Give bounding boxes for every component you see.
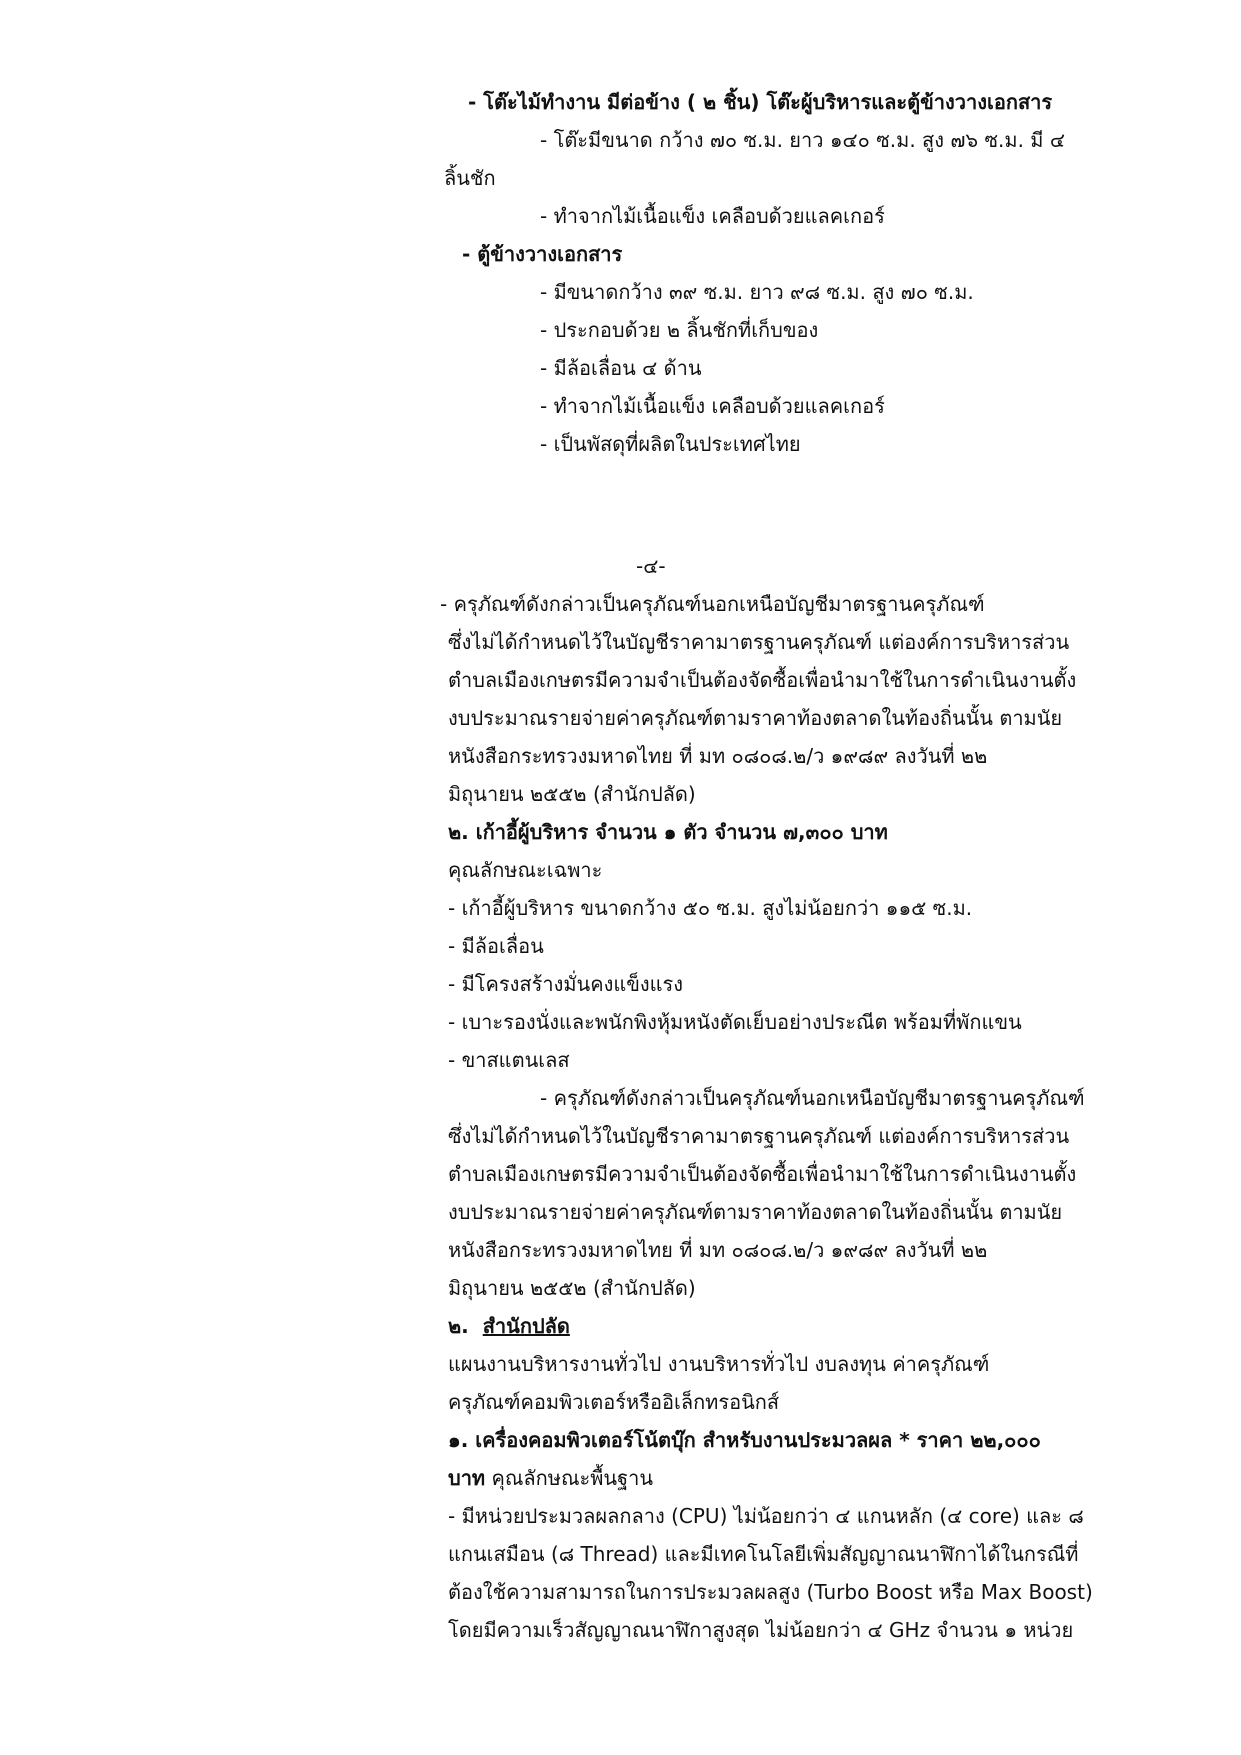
note-1-line-1: - ครุภัณฑ์ดังกล่าวเป็นครุภัณฑ์นอกเหนือบัญชีมาตรฐานครุภัณฑ์ (440, 592, 985, 616)
note-2-line-2: ซึ่งไม่ได้กำหนดไว้ในบัญชีราคามาตรฐานครุภัณฑ์ แต่องค์การบริหารส่วน (448, 1124, 1070, 1148)
desk-heading: - โต๊ะไม้ทำงาน มีต่อข้าง ( ๒ ชิ้น) โต๊ะผู้บริหารและตู้ข้างวางเอกสาร (468, 90, 1053, 114)
note-2-line-1: - ครุภัณฑ์ดังกล่าวเป็นครุภัณฑ์นอกเหนือบัญชีมาตรฐานครุภัณฑ์ (540, 1086, 1085, 1110)
plan-line-1: แผนงานบริหารงานทั่วไป งานบริหารทั่วไป งบลงทุน ค่าครุภัณฑ์ (448, 1352, 990, 1376)
note-1-line-4: งบประมาณรายจ่ายค่าครุภัณฑ์ตามราคาท้องตลาดในท้องถิ่นนั้น ตามนัย (448, 706, 1063, 730)
cabinet-spec-size: - มีขนาดกว้าง ๓๙ ซ.ม. ยาว ๙๘ ซ.ม. สูง ๗๐ ซ.ม. (540, 280, 974, 304)
note-2-line-6: มิถุนายน ๒๕๕๒ (สำนักปลัด) (448, 1276, 696, 1300)
section-heading (448, 1312, 570, 1340)
note-2-line-5: หนังสือกระทรวงมหาดไทย ที่ มท ๐๘๐๘.๒/ว ๑๙๘๙ ลงวันที่ ๒๒ (448, 1238, 988, 1262)
note-1-line-3: ตำบลเมืองเกษตรมีความจำเป็นต้องจัดซื้อเพื่อนำมาใช้ในการดำเนินงานตั้ง (448, 668, 1077, 692)
notebook-cpu-line-3: ต้องใช้ความสามารถในการประมวลผลสูง (Turbo Boost หรือ Max Boost) (448, 1580, 1093, 1604)
cabinet-spec-material: - ทำจากไม้เนื้อแข็ง เคลือบด้วยแลคเกอร์ (540, 394, 885, 418)
notebook-heading: ๑. เครื่องคอมพิวเตอร์โน้ตบุ๊ก สำหรับงานประมวลผล * ราคา ๒๒,๐๐๐ (448, 1428, 1041, 1452)
desk-spec-drawers: ลิ้นชัก (444, 166, 496, 190)
desk-spec-size: - โต๊ะมีขนาด กว้าง ๗๐ ซ.ม. ยาว ๑๔๐ ซ.ม. สูง ๗๖ ซ.ม. มี ๔ (540, 128, 1065, 152)
section-number: ๒. (448, 1314, 469, 1338)
chair-spec-label: คุณลักษณะเฉพาะ (448, 858, 603, 882)
chair-spec-legs: - ขาสแตนเลส (448, 1048, 570, 1072)
page-number: -๔- (636, 554, 666, 578)
chair-spec-seat: - เบาะรองนั่งและพนักพิงหุ้มหนังตัดเย็บอย่างประณีต พร้อมที่พักแขน (448, 1010, 1022, 1034)
plan-line-2: ครุภัณฑ์คอมพิวเตอร์หรืออิเล็กทรอนิกส์ (448, 1390, 780, 1414)
cabinet-spec-drawers: - ประกอบด้วย ๒ ลิ้นชักที่เก็บของ (540, 318, 819, 342)
notebook-heading-cont (448, 1464, 653, 1492)
note-2-line-3: ตำบลเมืองเกษตรมีความจำเป็นต้องจัดซื้อเพื่อนำมาใช้ในการดำเนินงานตั้ง (448, 1162, 1077, 1186)
note-1-line-6: มิถุนายน ๒๕๕๒ (สำนักปลัด) (448, 782, 696, 806)
cabinet-heading: - ตู้ข้างวางเอกสาร (462, 242, 623, 266)
cabinet-spec-origin: - เป็นพัสดุที่ผลิตในประเทศไทย (540, 432, 801, 456)
chair-heading: ๒. เก้าอี้ผู้บริหาร จำนวน ๑ ตัว จำนวน ๗,๓๐๐ บาท (448, 820, 888, 844)
chair-spec-size: - เก้าอี้ผู้บริหาร ขนาดกว้าง ๕๐ ซ.ม. สูงไม่น้อยกว่า ๑๑๕ ซ.ม. (448, 896, 973, 920)
chair-spec-structure: - มีโครงสร้างมั่นคงแข็งแรง (448, 972, 684, 996)
note-2-line-4: งบประมาณรายจ่ายค่าครุภัณฑ์ตามราคาท้องตลาดในท้องถิ่นนั้น ตามนัย (448, 1200, 1063, 1224)
notebook-spec-label: คุณลักษณะพื้นฐาน (485, 1466, 654, 1490)
desk-spec-material: - ทำจากไม้เนื้อแข็ง เคลือบด้วยแลคเกอร์ (540, 204, 885, 228)
notebook-cpu-line-4: โดยมีความเร็วสัญญาณนาฬิกาสูงสุด ไม่น้อยกว่า ๔ GHz จำนวน ๑ หน่วย (448, 1618, 1074, 1642)
cabinet-spec-wheels: - มีล้อเลื่อน ๔ ด้าน (540, 356, 702, 380)
note-1-line-2: ซึ่งไม่ได้กำหนดไว้ในบัญชีราคามาตรฐานครุภัณฑ์ แต่องค์การบริหารส่วน (448, 630, 1070, 654)
notebook-cpu-line-1: - มีหน่วยประมวลผลกลาง (CPU) ไม่น้อยกว่า ๔ แกนหลัก (๔ core) และ ๘ (448, 1504, 1084, 1528)
chair-spec-wheels: - มีล้อเลื่อน (448, 934, 544, 958)
notebook-heading-unit: บาท (448, 1466, 486, 1490)
section-title: สำนักปลัด (482, 1314, 570, 1338)
notebook-cpu-line-2: แกนเสมือน (๘ Thread) และมีเทคโนโลยีเพิ่มสัญญาณนาฬิกาได้ในกรณีที่ (448, 1542, 1079, 1566)
note-1-line-5: หนังสือกระทรวงมหาดไทย ที่ มท ๐๘๐๘.๒/ว ๑๙๘๙ ลงวันที่ ๒๒ (448, 744, 988, 768)
